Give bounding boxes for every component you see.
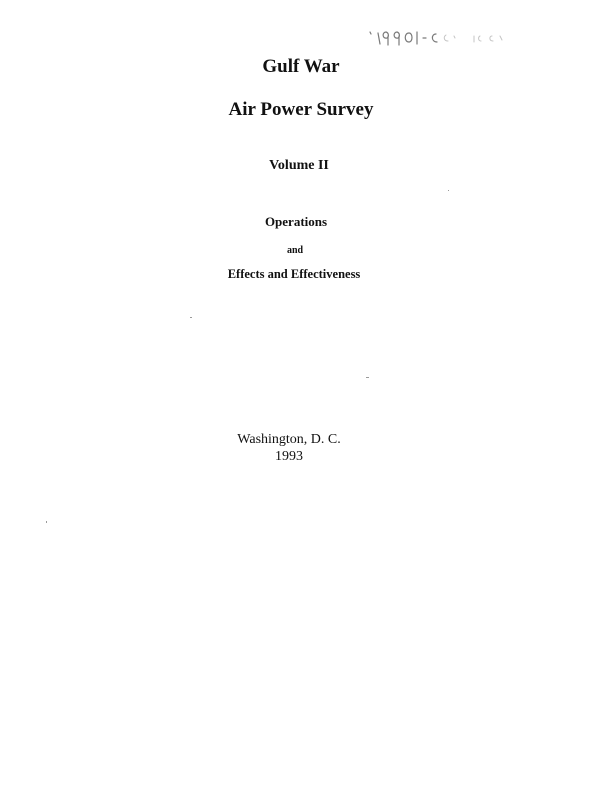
scan-speck [366,377,369,378]
document-subtitle: Air Power Survey [228,99,374,120]
scan-speck [46,521,47,523]
topic-effects: Effects and Effectiveness [227,267,361,281]
document-title: Gulf War [262,56,340,77]
volume-label: Volume II [269,158,329,173]
scan-speck [448,190,449,191]
topic-operations: Operations [264,214,328,229]
publication-year: 1993 [275,449,303,464]
handwritten-note [368,24,518,54]
topic-conjunction: and [286,245,304,256]
scan-speck [190,317,192,318]
publication-place: Washington, D. C. [237,432,341,447]
